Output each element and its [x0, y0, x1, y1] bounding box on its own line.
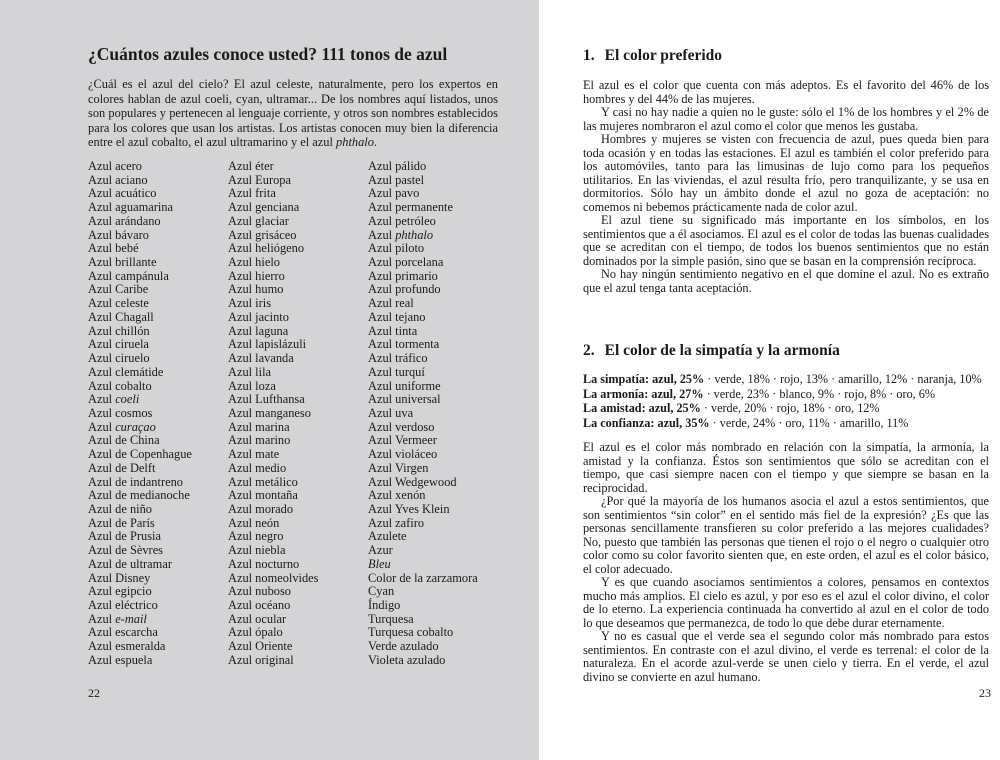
color-name-item: Azul frita	[228, 186, 276, 201]
section-2-number: 2.	[583, 342, 595, 359]
color-name-item: Azul Europa	[228, 172, 291, 187]
color-name-item: Azul Vermeer	[368, 433, 437, 448]
color-name-item: Azul coeli	[88, 392, 140, 407]
color-name-item: Azul grisáceo	[228, 227, 297, 242]
body-paragraph: El azul es el color que cuenta con más adeptos. Es el favorito del 46% de los hombres y del 44% de las mujeres.	[583, 78, 989, 106]
section-1-title: El color preferido	[604, 47, 723, 64]
color-name-item: Bleu	[368, 556, 391, 571]
stat-row	[583, 401, 993, 416]
body-paragraph: Y no es casual que el verde sea el segundo color más nombrado para estos sentimientos. En contraste con el azul divino, el verde es terrenal: el color de la naturaleza. En el acorde azul-verde se unen cielo y tierra. En el verde, el azul divino se convierte en azul humano.	[583, 629, 989, 684]
color-name-item: Azul lavanda	[228, 351, 294, 366]
stat-label: La armonía: azul, 27%	[583, 386, 704, 401]
color-name-item: Azul tráfico	[368, 351, 428, 366]
color-name-item: Azul Virgen	[368, 460, 429, 475]
color-name-item: Azul neón	[228, 515, 280, 530]
color-name-item: Azul Wedgewood	[368, 474, 457, 489]
color-name-item: Azul humo	[228, 282, 284, 297]
color-name-item: Azul porcelana	[368, 255, 444, 270]
color-name-item: Azul océano	[228, 598, 291, 612]
color-name-item: Azul de medianoche	[88, 488, 190, 503]
color-name-item: Azul nocturno	[228, 556, 300, 571]
color-name-item: Azur	[368, 543, 393, 558]
color-name-item: Azul brillante	[88, 255, 157, 270]
color-name-item: Azul aguamarina	[88, 200, 173, 215]
color-name-item: Azul nomeolvides	[228, 570, 319, 585]
color-name-item: Azul pavo	[368, 186, 420, 201]
section-2-title: El color de la simpatía y la armonía	[604, 342, 840, 359]
color-name-item: Azul mate	[228, 447, 280, 462]
color-name-item: Azul curaçao	[88, 419, 156, 434]
color-name-item: Azul bávaro	[88, 227, 149, 242]
color-name-item: Azul Lufthansa	[228, 392, 305, 407]
list-column-2	[228, 160, 368, 668]
color-name-item: Azul ópalo	[228, 625, 283, 640]
color-name-item: Azul espuela	[88, 652, 153, 667]
color-name-item: Verde azulado	[368, 639, 439, 654]
page-number-left: 22	[88, 686, 100, 700]
color-name-item: Azul metálico	[228, 474, 298, 489]
color-name-item: Azul hielo	[228, 255, 280, 270]
color-name-item: Azul marina	[228, 419, 290, 434]
color-name-item: Azul arándano	[88, 213, 161, 228]
color-name-item: Azul piloto	[368, 241, 425, 256]
color-name-item: Azul uva	[368, 405, 414, 420]
section-1-heading	[583, 47, 722, 65]
body-paragraph: Hombres y mujeres se visten con frecuencia de azul, pues queda bien para toda ocasión y en todas las estaciones. El azul es también el color preferido para los automóviles, tanto para las limusinas de lujo como para los pequeños utilitarios. En las viviendas, el azul resulta frío, pero tranquilizante, y se usa en dormitorios. Sólo hay un ámbito donde el azul no goza de aceptación: no comemos ni bebemos prácticamente nada de color azul.	[583, 132, 989, 214]
color-name-item: Azul tormenta	[368, 337, 440, 352]
section-1-body	[583, 79, 989, 295]
color-name-item: Azul phthalo	[368, 227, 434, 242]
color-name-item: Azul turquí	[368, 364, 425, 379]
body-paragraph: No hay ningún sentimiento negativo en el que domine el azul. No es extraño que el azul tenga tanta aceptación.	[583, 267, 989, 295]
color-name-item: Azul aciano	[88, 172, 148, 187]
color-name-item: Azul egipcio	[88, 584, 152, 599]
color-name-item: Azul Disney	[88, 570, 151, 585]
color-name-item: Azul tinta	[368, 323, 418, 338]
color-name-item: Azul ocular	[228, 611, 287, 626]
color-name-item: Azul medio	[228, 460, 287, 475]
body-paragraph: El azul tiene su significado más importante en los símbolos, en los sentimientos que a él asociamos. El azul es el color de todas las buenas cualidades que se acreditan con el tiempo, de todos los buenos sentimientos que no están dominados por la simple pasión, sino que se basan en la comprensión recíproca.	[583, 213, 989, 268]
stat-values: · verde, 24% · oro, 11% · amarillo, 11%	[709, 415, 909, 430]
stats-block	[583, 372, 993, 430]
color-name-item: Azul Oriente	[228, 639, 293, 654]
right-page	[539, 0, 1000, 760]
color-name-item: Azul niebla	[228, 543, 286, 558]
color-name-item: Índigo	[368, 598, 401, 612]
color-name-item: Azul de China	[88, 433, 160, 448]
color-name-item: Azul pastel	[368, 172, 425, 187]
intro-paragraph: ¿Cuál es el azul del cielo? El azul celeste, naturalmente, pero los expertos en colores hablan de azul coeli, cyan, ultramar... De los nombres aquí listados, unos son populares y pertenecen al lenguaje corriente, y otros son nombres establecidos para los colores que usan los artistas. Los artistas conocen muy bien la diferencia entre el azul cobalto, el azul ultramarino y el azul phthalo.	[88, 77, 498, 149]
stat-label: La simpatía: azul, 25%	[583, 372, 705, 386]
color-name-item: Azul escarcha	[88, 625, 158, 640]
color-name-item: Azul cosmos	[88, 405, 153, 420]
color-name-item: Azul de niño	[88, 501, 153, 516]
color-name-item: Azul real	[368, 296, 414, 311]
color-name-item: Azul permanente	[368, 200, 453, 215]
color-name-item: Azul de Delft	[88, 460, 156, 475]
stat-values: · verde, 20% · rojo, 18% · oro, 12%	[700, 401, 880, 416]
body-paragraph: Y casi no hay nadie a quien no le guste: sólo el 1% de los hombres y el 2% de las mujeres nombraron el azul como el color que menos les gustaba.	[583, 105, 989, 133]
color-name-item: Azul celeste	[88, 296, 149, 311]
page-number-right: 23	[979, 686, 991, 700]
body-paragraph: Y es que cuando asociamos sentimientos a colores, pensamos en contextos mucho más amplios. El cielo es azul, y por eso es el azul el color divino, el color de lo eterno. La experiencia continuada ha convertido al azul en el color de todo lo que deseamos que permanezca, de todo lo que debe durar eternamente.	[583, 575, 989, 630]
color-name-item: Azul de Sèvres	[88, 543, 164, 558]
color-name-item: Azul negro	[228, 529, 284, 544]
color-name-item: Azul esmeralda	[88, 639, 166, 654]
color-name-item: Azul petróleo	[368, 213, 436, 228]
color-name-item: Azul laguna	[228, 323, 289, 338]
color-name-item: Azul acero	[88, 159, 143, 173]
color-name-item: Azul éter	[228, 159, 274, 173]
color-name-item: Azul loza	[228, 378, 276, 393]
color-name-item: Azul eléctrico	[88, 598, 158, 612]
color-name-item: Azul pálido	[368, 159, 427, 173]
color-name-item: Azulete	[368, 529, 407, 544]
color-name-item: Azul verdoso	[368, 419, 435, 434]
color-name-item: Azul uniforme	[368, 378, 441, 393]
list-column-1	[88, 160, 228, 668]
color-name-item: Azul de indantreno	[88, 474, 183, 489]
color-name-item: Azul zafiro	[368, 515, 425, 530]
color-name-item: Azul marino	[228, 433, 291, 448]
color-name-item: Azul e-mail	[88, 611, 147, 626]
stat-values: · verde, 23% · blanco, 9% · rojo, 8% · oro, 6%	[703, 386, 936, 401]
stat-row	[583, 416, 993, 431]
color-name-item: Azul campánula	[88, 268, 169, 283]
color-name-item: Azul chillón	[88, 323, 150, 338]
stat-values: · verde, 18% · rojo, 13% · amarillo, 12% · naranja, 10%	[704, 372, 982, 386]
color-name-item: Azul bebé	[88, 241, 139, 256]
section-2-body	[583, 441, 989, 684]
color-name-item: Azul de París	[88, 515, 155, 530]
color-name-item: Azul cobalto	[88, 378, 152, 393]
color-name-item: Azul nuboso	[228, 584, 291, 599]
color-name-item: Azul profundo	[368, 282, 441, 297]
color-name-item: Azul ciruela	[88, 337, 149, 352]
color-name-item: Azul manganeso	[228, 405, 311, 420]
color-name-item: Color de la zarzamora	[368, 570, 478, 585]
color-name-item: Azul Yves Klein	[368, 501, 450, 516]
color-name-item: Turquesa	[368, 611, 414, 626]
color-name-item: Azul genciana	[228, 200, 300, 215]
color-name-item: Violeta azulado	[368, 652, 446, 667]
color-name-item: Azul universal	[368, 392, 441, 407]
color-name-item: Azul clemátide	[88, 364, 164, 379]
stat-row	[583, 372, 993, 387]
color-name-item: Azul tejano	[368, 309, 426, 324]
color-name-item: Azul primario	[368, 268, 438, 283]
color-name-item: Turquesa cobalto	[368, 625, 454, 640]
color-name-item: Azul de Copenhague	[88, 447, 192, 462]
color-name-item: Azul hierro	[228, 268, 285, 283]
color-name-item: Azul iris	[228, 296, 272, 311]
color-name-item: Azul montaña	[228, 488, 298, 503]
color-name-item: Cyan	[368, 584, 395, 599]
color-name-item: Azul ciruelo	[88, 351, 150, 366]
color-name-item: Azul Caribe	[88, 282, 149, 297]
color-name-item: Azul xenón	[368, 488, 426, 503]
color-name-item: Azul Chagall	[88, 309, 154, 324]
color-name-item: Azul de Prusia	[88, 529, 161, 544]
color-name-item: Azul morado	[228, 501, 294, 516]
body-paragraph: ¿Por qué la mayoría de los humanos asocia el azul a estos sentimientos, que son sentimientos “sin color” en el sentido más fiel de la expresión? ¿Es que las personas sencillamente transfieren su color preferido a las mejores cualidades? No, puesto que también las personas que tienen el rojo o el negro o cualquier otro color como su color favorito sienten que, en este orden, el azul es el color básico, el color adecuado.	[583, 494, 989, 576]
stat-label: La confianza: azul, 35%	[583, 415, 710, 430]
stat-row	[583, 387, 993, 402]
stat-label: La amistad: azul, 25%	[583, 401, 701, 416]
body-paragraph: El azul es el color más nombrado en relación con la simpatía, la armonía, la amistad y la confianza. Éstos son sentimientos que sólo se acreditan con el tiempo, que casi siempre nacen con el tiempo y que siempre se basan en la reciprocidad.	[583, 440, 989, 495]
section-2-heading	[583, 342, 840, 360]
color-name-item: Azul violáceo	[368, 447, 438, 462]
color-name-item: Azul heliógeno	[228, 241, 305, 256]
list-column-3	[368, 160, 518, 668]
color-name-item: Azul acuático	[88, 186, 157, 201]
color-name-item: Azul original	[228, 652, 294, 667]
section-1-number: 1.	[583, 47, 595, 64]
color-name-item: Azul lapislázuli	[228, 337, 307, 352]
color-name-item: Azul glaciar	[228, 213, 289, 228]
list-title: ¿Cuántos azules conoce usted? 111 tonos de azul	[88, 44, 448, 64]
color-name-item: Azul jacinto	[228, 309, 289, 324]
color-name-item: Azul de ultramar	[88, 556, 172, 571]
color-name-item: Azul lila	[228, 364, 272, 379]
